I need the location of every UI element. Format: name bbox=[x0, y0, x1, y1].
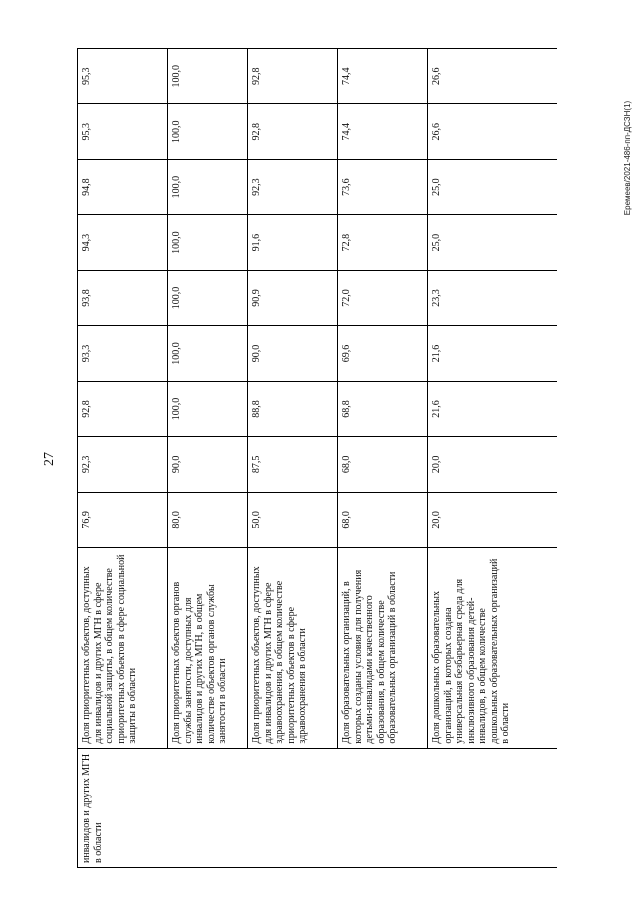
indicator-value: 74,4 bbox=[338, 104, 428, 159]
indicator-value: 69,6 bbox=[338, 326, 428, 381]
indicator-value: 100,0 bbox=[168, 49, 248, 104]
indicator-description: Доля приоритетных объектов, доступных для инвалидов и других МГН в сфере социальной защиты, в общем количестве приоритетных объектов в сфере социальной защиты в области bbox=[78, 548, 168, 748]
indicator-value: 90,0 bbox=[248, 326, 338, 381]
indicator-value: 87,5 bbox=[248, 437, 338, 492]
indicator-value: 20,0 bbox=[428, 492, 558, 547]
indicator-value: 100,0 bbox=[168, 215, 248, 270]
indicator-value: 74,4 bbox=[338, 49, 428, 104]
indicator-value: 94,3 bbox=[78, 215, 168, 270]
document-stamp: Еремеев/2021-486-пп-ДСЗН(1) bbox=[623, 100, 632, 216]
indicator-value: 100,0 bbox=[168, 159, 248, 214]
indicator-value: 90,0 bbox=[168, 437, 248, 492]
indicator-value: 21,6 bbox=[428, 381, 558, 436]
indicator-value: 92,8 bbox=[248, 104, 338, 159]
table-row bbox=[338, 49, 428, 868]
indicator-value: 73,6 bbox=[338, 159, 428, 214]
indicator-value: 100,0 bbox=[168, 270, 248, 325]
indicator-value: 92,8 bbox=[248, 49, 338, 104]
page-number: 27 bbox=[42, 452, 57, 466]
indicator-description: Доля приоритетных объектов органов службы занятости, доступных для инвалидов и других МГН, в общем количестве объектов органов службы занятости в области bbox=[168, 548, 248, 748]
indicator-value: 76,9 bbox=[78, 492, 168, 547]
indicator-description: Доля приоритетных объектов, доступных для инвалидов и других МГН в сфере здравоохранения, в общем количестве приоритетных объектов в сфере здравоохранения в области bbox=[248, 548, 338, 748]
indicator-value: 100,0 bbox=[168, 326, 248, 381]
indicator-value: 26,6 bbox=[428, 104, 558, 159]
indicator-value: 88,8 bbox=[248, 381, 338, 436]
indicator-value: 21,6 bbox=[428, 326, 558, 381]
indicator-value: 92,3 bbox=[78, 437, 168, 492]
table-row bbox=[428, 49, 558, 868]
table-row bbox=[248, 49, 338, 868]
section-label-cell: инвалидов и других МГН в области bbox=[78, 748, 558, 867]
indicator-value: 68,0 bbox=[338, 492, 428, 547]
indicator-value: 95,3 bbox=[78, 49, 168, 104]
indicator-description: Доля образовательных организаций, в которых созданы условия для получения детьми-инвалидами качественного образования, в общем количестве образовательных организаций в области bbox=[338, 548, 428, 748]
indicator-value: 100,0 bbox=[168, 381, 248, 436]
indicator-value: 93,8 bbox=[78, 270, 168, 325]
indicator-value: 92,3 bbox=[248, 159, 338, 214]
indicator-value: 25,0 bbox=[428, 215, 558, 270]
indicator-value: 100,0 bbox=[168, 104, 248, 159]
indicator-value: 95,3 bbox=[78, 104, 168, 159]
indicator-description: Доля дошкольных образовательных организаций, в которых создана универсальная безбарьерная среда для инклюзивного образования детей-инвалидов, в общем количестве дошкольных образовательных организаций в области bbox=[428, 548, 558, 748]
indicator-value: 93,3 bbox=[78, 326, 168, 381]
indicator-value: 20,0 bbox=[428, 437, 558, 492]
indicator-table bbox=[77, 48, 557, 868]
table-row bbox=[78, 49, 168, 868]
indicator-value: 68,8 bbox=[338, 381, 428, 436]
indicator-value: 92,8 bbox=[78, 381, 168, 436]
indicator-value: 23,3 bbox=[428, 270, 558, 325]
indicator-value: 68,0 bbox=[338, 437, 428, 492]
indicator-value: 26,6 bbox=[428, 49, 558, 104]
indicator-value: 80,0 bbox=[168, 492, 248, 547]
indicator-value: 25,0 bbox=[428, 159, 558, 214]
indicator-value: 90,9 bbox=[248, 270, 338, 325]
indicator-value: 91,6 bbox=[248, 215, 338, 270]
indicator-value: 50,0 bbox=[248, 492, 338, 547]
table-row bbox=[168, 49, 248, 868]
indicator-value: 72,0 bbox=[338, 270, 428, 325]
indicator-table-frame bbox=[77, 48, 557, 868]
indicator-value: 72,8 bbox=[338, 215, 428, 270]
indicator-value: 94,8 bbox=[78, 159, 168, 214]
